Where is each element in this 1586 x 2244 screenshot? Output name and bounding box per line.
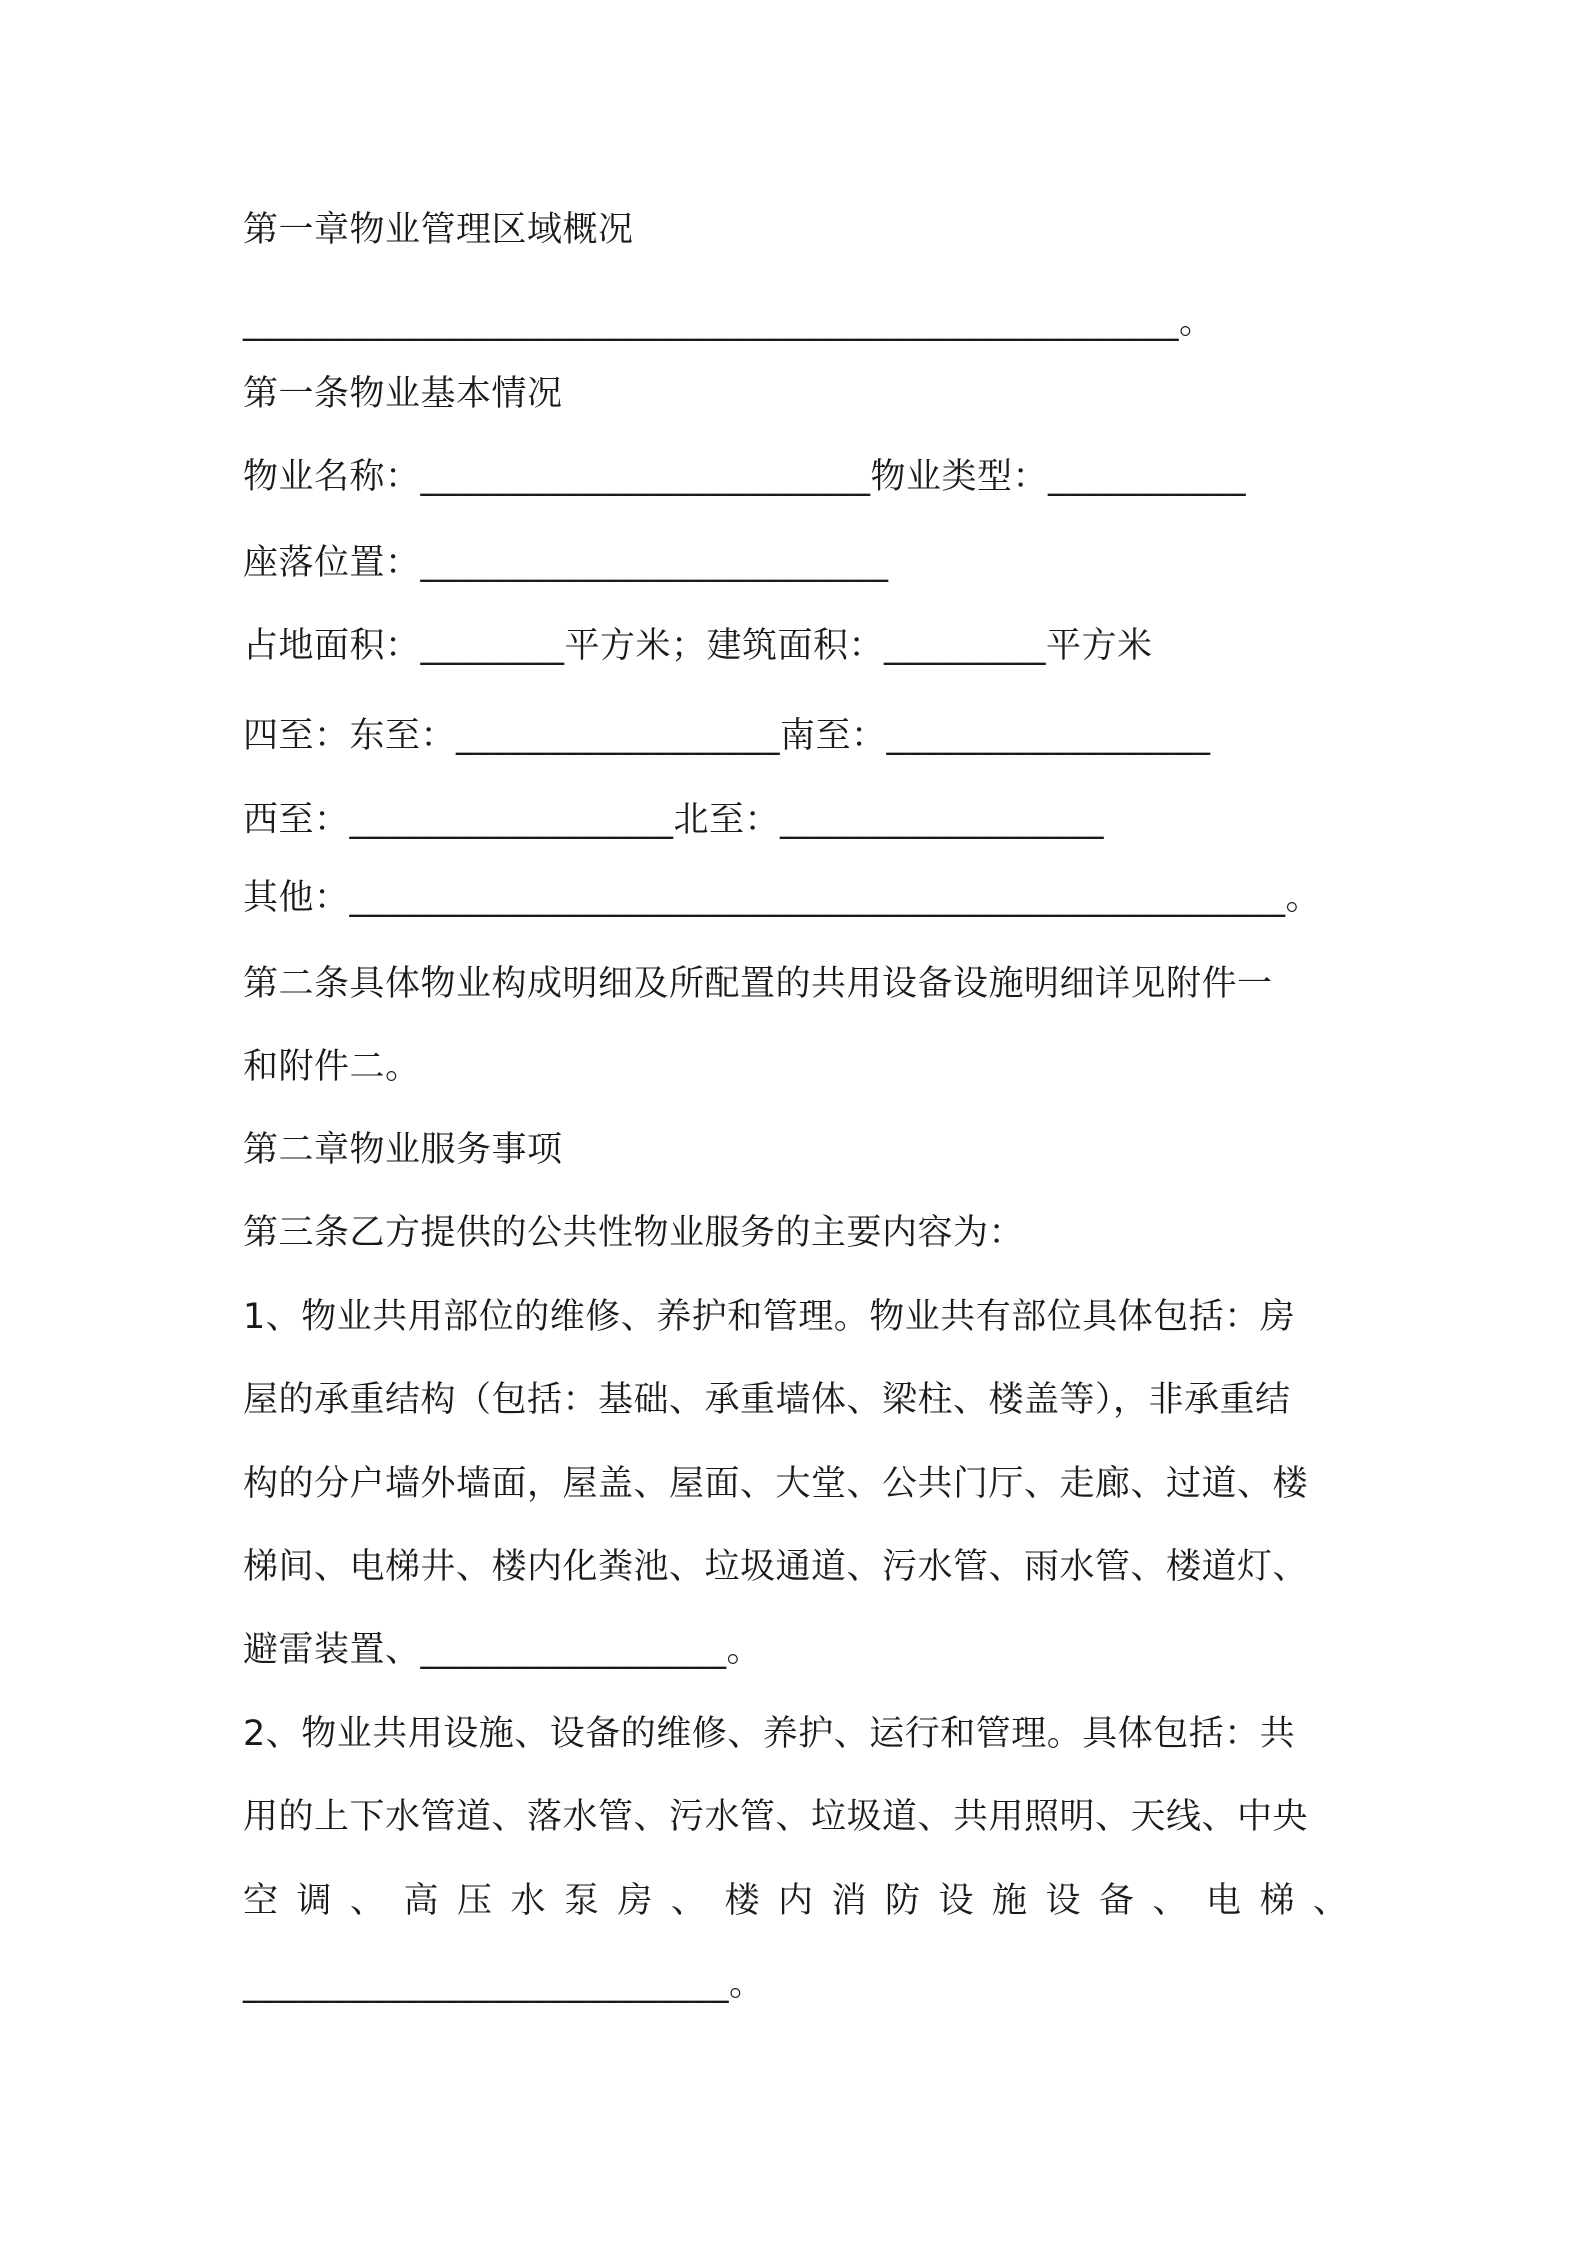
chapter-1-title: 第一章物业管理区域概况 [243, 210, 634, 250]
location-line: 座落位置：__________________________ [243, 543, 889, 583]
item-2-line-1: 2、物业共用设施、设备的维修、养护、运行和管理。具体包括：共 [243, 1714, 1296, 1754]
article-2-line-2: 和附件二。 [243, 1047, 421, 1087]
article-2-line-1: 第二条具体物业构成明细及所配置的共用设备设施明细详见附件一 [243, 964, 1273, 1004]
item-1-line-3: 构的分户墙外墙面，屋盖、屋面、大堂、公共门厅、走廊、过道、楼 [243, 1464, 1309, 1504]
item-1-line-1: 1、物业共用部位的维修、养护和管理。物业共有部位具体包括：房 [243, 1297, 1296, 1337]
other-line: 其他：____________________________________________________。 [243, 878, 1322, 918]
item-1-line-2: 屋的承重结构（包括：基础、承重墙体、梁柱、楼盖等），非承重结 [243, 1380, 1291, 1420]
item-1-line-4: 梯间、电梯井、楼内化粪池、垃圾通道、污水管、雨水管、楼道灯、 [243, 1547, 1309, 1587]
property-name-type-line: 物业名称：_________________________物业类型：___________ [243, 457, 1247, 497]
chapter-2-title: 第二章物业服务事项 [243, 1130, 563, 1170]
boundary-east-south-line: 四至：东至：__________________南至：__________________ [243, 716, 1211, 756]
item-1-line-5: 避雷装置、_________________。 [243, 1630, 763, 1670]
item-2-line-2: 用的上下水管道、落水管、污水管、垃圾道、共用照明、天线、中央 [243, 1797, 1309, 1837]
area-line: 占地面积：________平方米；建筑面积：_________平方米 [243, 626, 1153, 666]
article-1-title: 第一条物业基本情况 [243, 374, 563, 414]
item-2-line-3: 空调、高压水泵房、楼内消防设施设备、电梯、 [243, 1881, 1367, 1921]
item-2-line-4: ___________________________。 [243, 1964, 765, 2004]
chapter-1-overview-blank: ____________________________________________________。 [243, 302, 1215, 342]
article-3-title: 第三条乙方提供的公共性物业服务的主要内容为： [243, 1213, 1025, 1253]
boundary-west-north-line: 西至：__________________北至：__________________ [243, 800, 1105, 840]
